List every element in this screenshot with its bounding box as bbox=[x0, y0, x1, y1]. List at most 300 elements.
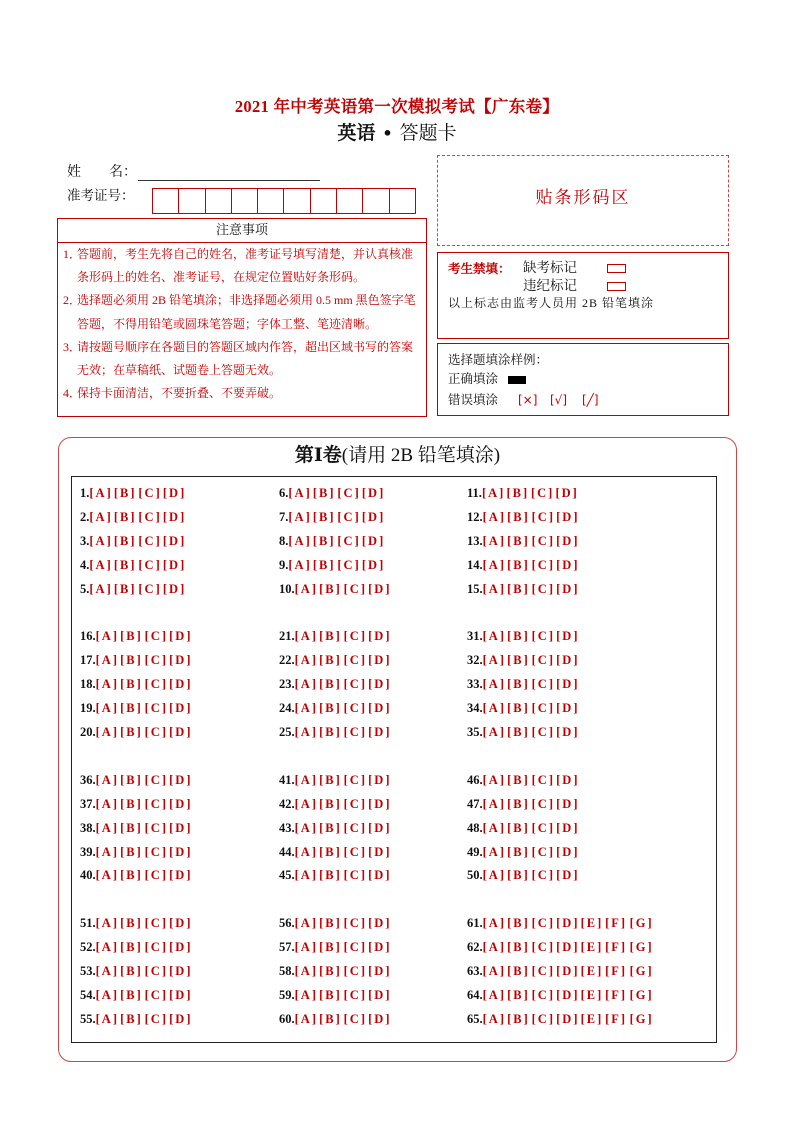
option-c-bubble[interactable]: [C] bbox=[343, 701, 367, 716]
option-c-bubble[interactable]: [C] bbox=[144, 940, 168, 955]
option-c-bubble[interactable]: [C] bbox=[343, 868, 367, 883]
id-digit-box[interactable] bbox=[336, 189, 362, 213]
option-a-bubble[interactable]: [A] bbox=[294, 844, 318, 859]
option-b-bubble[interactable]: [B] bbox=[120, 701, 143, 716]
option-b-bubble[interactable]: [B] bbox=[319, 796, 342, 811]
option-a-bubble[interactable]: [A] bbox=[95, 820, 119, 835]
option-a-bubble[interactable]: [A] bbox=[482, 796, 506, 811]
option-a-bubble[interactable]: [A] bbox=[482, 772, 506, 787]
option-b-bubble[interactable]: [B] bbox=[319, 868, 342, 883]
option-c-bubble[interactable]: [C] bbox=[138, 581, 162, 596]
option-c-bubble[interactable]: [C] bbox=[531, 916, 555, 931]
option-d-bubble[interactable]: [D] bbox=[361, 509, 386, 524]
option-b-bubble[interactable]: [B] bbox=[120, 796, 143, 811]
option-b-bubble[interactable]: [B] bbox=[507, 868, 530, 883]
option-c-bubble[interactable]: [C] bbox=[343, 796, 367, 811]
id-digit-box[interactable] bbox=[362, 189, 388, 213]
question-number: 50. bbox=[467, 868, 483, 883]
option-c-bubble[interactable]: [C] bbox=[144, 844, 168, 859]
option-a-bubble[interactable]: [A] bbox=[294, 653, 318, 668]
id-digit-box[interactable] bbox=[205, 189, 231, 213]
option-c-bubble[interactable]: [C] bbox=[531, 653, 555, 668]
question-51 bbox=[80, 915, 194, 931]
option-a-bubble[interactable]: [A] bbox=[95, 940, 119, 955]
option-b-bubble[interactable]: [B] bbox=[120, 820, 143, 835]
question-number: 37. bbox=[80, 796, 96, 811]
option-c-bubble[interactable]: [C] bbox=[144, 725, 168, 739]
question-62 bbox=[467, 939, 654, 955]
option-e-bubble[interactable]: [E] bbox=[580, 940, 604, 955]
question-number: 35. bbox=[467, 725, 483, 739]
option-c-bubble[interactable]: [C] bbox=[531, 701, 555, 716]
option-a-bubble[interactable]: [A] bbox=[288, 533, 312, 548]
option-a-bubble[interactable]: [A] bbox=[95, 653, 119, 668]
option-d-bubble[interactable]: [D] bbox=[169, 677, 193, 692]
option-b-bubble[interactable]: [B] bbox=[120, 725, 143, 739]
option-c-bubble[interactable]: [C] bbox=[531, 509, 555, 524]
option-a-bubble[interactable]: [A] bbox=[482, 844, 506, 859]
option-b-bubble[interactable]: [B] bbox=[120, 1011, 143, 1026]
option-a-bubble[interactable]: [A] bbox=[89, 509, 113, 524]
option-c-bubble[interactable]: [C] bbox=[138, 533, 162, 548]
id-digit-box[interactable] bbox=[310, 189, 336, 213]
option-c-bubble[interactable]: [C] bbox=[144, 629, 168, 644]
option-b-bubble[interactable]: [B] bbox=[507, 916, 530, 931]
option-c-bubble[interactable]: [C] bbox=[138, 509, 162, 524]
option-b-bubble[interactable]: [B] bbox=[507, 533, 530, 548]
section-one bbox=[58, 437, 737, 1062]
option-a-bubble[interactable]: [A] bbox=[482, 987, 506, 1002]
option-d-bubble[interactable]: [D] bbox=[169, 844, 193, 859]
question-20 bbox=[80, 724, 194, 740]
option-d-bubble[interactable]: [D] bbox=[169, 987, 193, 1002]
option-a-bubble[interactable]: [A] bbox=[482, 725, 506, 739]
option-b-bubble[interactable]: [B] bbox=[120, 629, 143, 644]
option-b-bubble[interactable]: [B] bbox=[120, 772, 143, 787]
option-b-bubble[interactable]: [B] bbox=[507, 796, 530, 811]
option-d-bubble[interactable]: [D] bbox=[169, 868, 193, 883]
option-d-bubble[interactable]: [D] bbox=[556, 677, 580, 692]
question-number: 8. bbox=[279, 533, 289, 548]
option-d-bubble[interactable]: [D] bbox=[169, 820, 193, 835]
option-b-bubble[interactable]: [B] bbox=[312, 509, 336, 524]
option-c-bubble[interactable]: [C] bbox=[144, 868, 168, 883]
option-e-bubble[interactable]: [E] bbox=[580, 1011, 604, 1026]
option-a-bubble[interactable]: [A] bbox=[481, 486, 506, 500]
option-c-bubble[interactable]: [C] bbox=[530, 486, 555, 500]
option-a-bubble[interactable]: [A] bbox=[482, 509, 506, 524]
option-d-bubble[interactable]: [D] bbox=[169, 964, 193, 978]
option-d-bubble[interactable]: [D] bbox=[169, 701, 193, 716]
option-b-bubble[interactable]: [B] bbox=[319, 820, 342, 835]
option-d-bubble[interactable]: [D] bbox=[556, 533, 580, 548]
option-c-bubble[interactable]: [C] bbox=[531, 725, 555, 739]
option-d-bubble[interactable]: [D] bbox=[556, 701, 580, 716]
option-a-bubble[interactable]: [A] bbox=[95, 868, 119, 883]
question-number: 44. bbox=[279, 844, 295, 859]
option-c-bubble[interactable]: [C] bbox=[531, 868, 555, 883]
option-c-bubble[interactable]: [C] bbox=[343, 820, 367, 835]
option-b-bubble[interactable]: [B] bbox=[319, 940, 342, 955]
option-c-bubble[interactable]: [C] bbox=[531, 1011, 555, 1026]
option-d-bubble[interactable]: [D] bbox=[368, 844, 392, 859]
option-d-bubble[interactable]: [D] bbox=[556, 557, 580, 572]
option-d-bubble[interactable]: [D] bbox=[368, 940, 392, 955]
option-a-bubble[interactable]: [A] bbox=[294, 629, 318, 644]
option-d-bubble[interactable]: [D] bbox=[368, 653, 392, 668]
option-d-bubble[interactable]: [D] bbox=[368, 964, 392, 978]
option-a-bubble[interactable]: [A] bbox=[482, 964, 506, 978]
id-digit-box[interactable] bbox=[231, 189, 257, 213]
absent-mark-box[interactable] bbox=[607, 264, 626, 273]
question-number: 15. bbox=[467, 581, 483, 596]
option-d-bubble[interactable]: [D] bbox=[169, 940, 193, 955]
option-a-bubble[interactable]: [A] bbox=[294, 820, 318, 835]
option-a-bubble[interactable]: [A] bbox=[294, 964, 318, 978]
option-a-bubble[interactable]: [A] bbox=[89, 486, 113, 500]
option-f-bubble[interactable]: [F] bbox=[605, 916, 628, 931]
option-b-bubble[interactable]: [B] bbox=[319, 677, 342, 692]
option-a-bubble[interactable]: [A] bbox=[294, 581, 318, 596]
option-d-bubble[interactable]: [D] bbox=[169, 796, 193, 811]
option-b-bubble[interactable]: [B] bbox=[120, 964, 143, 978]
question-13 bbox=[467, 533, 581, 549]
option-a-bubble[interactable]: [A] bbox=[294, 772, 318, 787]
option-b-bubble[interactable]: [B] bbox=[113, 486, 137, 500]
option-d-bubble[interactable]: [D] bbox=[361, 533, 386, 548]
option-b-bubble[interactable]: [B] bbox=[319, 987, 342, 1002]
option-d-bubble[interactable]: [D] bbox=[556, 964, 580, 978]
option-d-bubble[interactable]: [D] bbox=[169, 725, 193, 739]
option-a-bubble[interactable]: [A] bbox=[294, 677, 318, 692]
option-b-bubble[interactable]: [B] bbox=[319, 629, 342, 644]
question-23 bbox=[279, 676, 393, 692]
option-d-bubble[interactable]: [D] bbox=[169, 1011, 193, 1026]
option-c-bubble[interactable]: [C] bbox=[531, 533, 555, 548]
option-d-bubble[interactable]: [D] bbox=[368, 1011, 392, 1026]
option-b-bubble[interactable]: [B] bbox=[507, 725, 530, 739]
option-d-bubble[interactable]: [D] bbox=[556, 940, 580, 955]
card-title bbox=[0, 122, 794, 146]
option-d-bubble[interactable]: [D] bbox=[556, 820, 580, 835]
option-d-bubble[interactable]: [D] bbox=[162, 509, 187, 524]
option-c-bubble[interactable]: [C] bbox=[144, 772, 168, 787]
option-c-bubble[interactable]: [C] bbox=[343, 844, 367, 859]
option-c-bubble[interactable]: [C] bbox=[343, 581, 367, 596]
option-b-bubble[interactable]: [B] bbox=[507, 964, 530, 978]
option-b-bubble[interactable]: [B] bbox=[507, 772, 530, 787]
option-b-bubble[interactable]: [B] bbox=[319, 581, 342, 596]
option-d-bubble[interactable]: [D] bbox=[368, 772, 392, 787]
option-a-bubble[interactable]: [A] bbox=[482, 701, 506, 716]
option-b-bubble[interactable]: [B] bbox=[319, 725, 342, 739]
option-a-bubble[interactable]: [A] bbox=[95, 796, 119, 811]
option-d-bubble[interactable]: [D] bbox=[169, 629, 193, 644]
option-b-bubble[interactable]: [B] bbox=[507, 987, 530, 1002]
option-a-bubble[interactable]: [A] bbox=[294, 940, 318, 955]
option-a-bubble[interactable]: [A] bbox=[482, 1011, 506, 1026]
option-a-bubble[interactable]: [A] bbox=[482, 629, 506, 644]
option-d-bubble[interactable]: [D] bbox=[361, 557, 386, 572]
option-g-bubble[interactable]: [G] bbox=[629, 987, 654, 1002]
option-c-bubble[interactable]: [C] bbox=[343, 987, 367, 1002]
option-c-bubble[interactable]: [C] bbox=[531, 844, 555, 859]
option-b-bubble[interactable]: [B] bbox=[319, 1011, 342, 1026]
option-a-bubble[interactable]: [A] bbox=[95, 916, 119, 931]
option-b-bubble[interactable]: [B] bbox=[319, 964, 342, 978]
option-c-bubble[interactable]: [C] bbox=[138, 486, 162, 500]
option-a-bubble[interactable]: [A] bbox=[482, 820, 506, 835]
correct-fill-mark bbox=[508, 376, 526, 384]
violation-mark-box[interactable] bbox=[607, 282, 626, 291]
option-d-bubble[interactable]: [D] bbox=[368, 868, 392, 883]
option-d-bubble[interactable]: [D] bbox=[162, 581, 187, 596]
option-c-bubble[interactable]: [C] bbox=[144, 677, 168, 692]
correct-fill-label: 正确填涂 bbox=[448, 371, 499, 386]
option-d-bubble[interactable]: [D] bbox=[556, 653, 580, 668]
option-b-bubble[interactable]: [B] bbox=[506, 486, 530, 500]
option-a-bubble[interactable]: [A] bbox=[482, 868, 506, 883]
option-b-bubble[interactable]: [B] bbox=[312, 486, 336, 500]
option-c-bubble[interactable]: [C] bbox=[343, 725, 367, 739]
option-d-bubble[interactable]: [D] bbox=[368, 796, 392, 811]
question-number: 56. bbox=[279, 916, 295, 931]
option-a-bubble[interactable]: [A] bbox=[482, 533, 506, 548]
option-f-bubble[interactable]: [F] bbox=[605, 987, 628, 1002]
option-c-bubble[interactable]: [C] bbox=[531, 820, 555, 835]
option-a-bubble[interactable]: [A] bbox=[95, 725, 119, 739]
option-a-bubble[interactable]: [A] bbox=[95, 844, 119, 859]
option-g-bubble[interactable]: [G] bbox=[629, 940, 654, 955]
option-c-bubble[interactable]: [C] bbox=[144, 820, 168, 835]
question-2 bbox=[80, 509, 187, 525]
option-d-bubble[interactable]: [D] bbox=[169, 916, 193, 931]
option-b-bubble[interactable]: [B] bbox=[113, 509, 137, 524]
id-digit-box[interactable] bbox=[283, 189, 309, 213]
option-b-bubble[interactable]: [B] bbox=[120, 844, 143, 859]
option-c-bubble[interactable]: [C] bbox=[144, 1011, 168, 1026]
option-d-bubble[interactable]: [D] bbox=[556, 868, 580, 883]
option-b-bubble[interactable]: [B] bbox=[113, 581, 137, 596]
option-d-bubble[interactable]: [D] bbox=[556, 1011, 580, 1026]
option-d-bubble[interactable]: [D] bbox=[556, 581, 580, 596]
option-d-bubble[interactable]: [D] bbox=[556, 916, 580, 931]
option-b-bubble[interactable]: [B] bbox=[120, 940, 143, 955]
option-c-bubble[interactable]: [C] bbox=[531, 629, 555, 644]
question-3 bbox=[80, 533, 187, 549]
option-d-bubble[interactable]: [D] bbox=[556, 772, 580, 787]
option-c-bubble[interactable]: [C] bbox=[531, 987, 555, 1002]
option-b-bubble[interactable]: [B] bbox=[120, 916, 143, 931]
option-d-bubble[interactable]: [D] bbox=[556, 844, 580, 859]
question-17 bbox=[80, 652, 194, 668]
option-a-bubble[interactable]: [A] bbox=[294, 1011, 318, 1026]
option-b-bubble[interactable]: [B] bbox=[319, 916, 342, 931]
option-b-bubble[interactable]: [B] bbox=[120, 987, 143, 1002]
option-c-bubble[interactable]: [C] bbox=[144, 701, 168, 716]
option-a-bubble[interactable]: [A] bbox=[482, 916, 506, 931]
option-d-bubble[interactable]: [D] bbox=[368, 701, 392, 716]
option-c-bubble[interactable]: [C] bbox=[343, 653, 367, 668]
option-d-bubble[interactable]: [D] bbox=[556, 725, 580, 739]
option-f-bubble[interactable]: [F] bbox=[605, 1011, 628, 1026]
option-b-bubble[interactable]: [B] bbox=[319, 653, 342, 668]
question-number: 34. bbox=[467, 701, 483, 716]
option-c-bubble[interactable]: [C] bbox=[343, 940, 367, 955]
question-47 bbox=[467, 796, 581, 812]
option-g-bubble[interactable]: [G] bbox=[629, 1011, 654, 1026]
option-a-bubble[interactable]: [A] bbox=[95, 772, 119, 787]
option-c-bubble[interactable]: [C] bbox=[343, 1011, 367, 1026]
id-digit-box[interactable] bbox=[389, 189, 415, 213]
option-d-bubble[interactable]: [D] bbox=[368, 820, 392, 835]
option-c-bubble[interactable]: [C] bbox=[531, 677, 555, 692]
option-e-bubble[interactable]: [E] bbox=[580, 964, 604, 978]
question-number: 17. bbox=[80, 653, 96, 668]
question-58 bbox=[279, 963, 393, 979]
option-g-bubble[interactable]: [G] bbox=[629, 916, 654, 931]
option-c-bubble[interactable]: [C] bbox=[531, 796, 555, 811]
option-c-bubble[interactable]: [C] bbox=[343, 629, 367, 644]
question-41 bbox=[279, 772, 393, 788]
option-a-bubble[interactable]: [A] bbox=[95, 701, 119, 716]
question-number: 49. bbox=[467, 844, 483, 859]
option-c-bubble[interactable]: [C] bbox=[531, 940, 555, 955]
option-c-bubble[interactable]: [C] bbox=[144, 964, 168, 978]
question-number: 42. bbox=[279, 796, 295, 811]
option-d-bubble[interactable]: [D] bbox=[368, 629, 392, 644]
option-a-bubble[interactable]: [A] bbox=[288, 486, 312, 500]
option-a-bubble[interactable]: [A] bbox=[95, 677, 119, 692]
option-c-bubble[interactable]: [C] bbox=[337, 533, 361, 548]
option-a-bubble[interactable]: [A] bbox=[294, 987, 318, 1002]
option-c-bubble[interactable]: [C] bbox=[343, 677, 367, 692]
option-d-bubble[interactable]: [D] bbox=[162, 533, 187, 548]
option-a-bubble[interactable]: [A] bbox=[288, 509, 312, 524]
option-b-bubble[interactable]: [B] bbox=[120, 868, 143, 883]
question-55 bbox=[80, 1011, 194, 1027]
option-b-bubble[interactable]: [B] bbox=[120, 653, 143, 668]
option-a-bubble[interactable]: [A] bbox=[288, 557, 312, 572]
option-d-bubble[interactable]: [D] bbox=[368, 916, 392, 931]
option-c-bubble[interactable]: [C] bbox=[144, 916, 168, 931]
option-d-bubble[interactable]: [D] bbox=[556, 796, 580, 811]
option-b-bubble[interactable]: [B] bbox=[507, 1011, 530, 1026]
option-c-bubble[interactable]: [C] bbox=[343, 916, 367, 931]
option-b-bubble[interactable]: [B] bbox=[113, 533, 137, 548]
option-a-bubble[interactable]: [A] bbox=[482, 677, 506, 692]
option-e-bubble[interactable]: [E] bbox=[580, 987, 604, 1002]
option-a-bubble[interactable]: [A] bbox=[95, 987, 119, 1002]
option-c-bubble[interactable]: [C] bbox=[337, 486, 361, 500]
option-b-bubble[interactable]: [B] bbox=[507, 940, 530, 955]
question-number: 13. bbox=[467, 533, 483, 548]
option-a-bubble[interactable]: [A] bbox=[89, 533, 113, 548]
option-a-bubble[interactable]: [A] bbox=[482, 940, 506, 955]
option-d-bubble[interactable]: [D] bbox=[162, 486, 187, 500]
question-39 bbox=[80, 844, 194, 860]
option-b-bubble[interactable]: [B] bbox=[507, 844, 530, 859]
option-c-bubble[interactable]: [C] bbox=[337, 509, 361, 524]
option-c-bubble[interactable]: [C] bbox=[343, 772, 367, 787]
option-b-bubble[interactable]: [B] bbox=[507, 820, 530, 835]
option-a-bubble[interactable]: [A] bbox=[294, 916, 318, 931]
option-c-bubble[interactable]: [C] bbox=[531, 557, 555, 572]
option-d-bubble[interactable]: [D] bbox=[368, 581, 392, 596]
option-c-bubble[interactable]: [C] bbox=[531, 964, 555, 978]
option-c-bubble[interactable]: [C] bbox=[138, 557, 162, 572]
option-a-bubble[interactable]: [A] bbox=[294, 868, 318, 883]
option-a-bubble[interactable]: [A] bbox=[294, 701, 318, 716]
option-d-bubble[interactable]: [D] bbox=[368, 987, 392, 1002]
option-d-bubble[interactable]: [D] bbox=[368, 677, 392, 692]
option-c-bubble[interactable]: [C] bbox=[144, 796, 168, 811]
option-d-bubble[interactable]: [D] bbox=[368, 725, 392, 739]
option-b-bubble[interactable]: [B] bbox=[312, 533, 336, 548]
option-c-bubble[interactable]: [C] bbox=[144, 653, 168, 668]
option-b-bubble[interactable]: [B] bbox=[507, 677, 530, 692]
name-field[interactable] bbox=[138, 180, 320, 181]
option-e-bubble[interactable]: [E] bbox=[580, 916, 604, 931]
option-a-bubble[interactable]: [A] bbox=[89, 557, 113, 572]
option-d-bubble[interactable]: [D] bbox=[361, 486, 386, 500]
option-a-bubble[interactable]: [A] bbox=[294, 725, 318, 739]
option-b-bubble[interactable]: [B] bbox=[319, 772, 342, 787]
id-digit-box[interactable] bbox=[153, 189, 178, 213]
option-c-bubble[interactable]: [C] bbox=[144, 987, 168, 1002]
option-c-bubble[interactable]: [C] bbox=[531, 581, 555, 596]
question-61 bbox=[467, 915, 654, 931]
option-b-bubble[interactable]: [B] bbox=[319, 844, 342, 859]
option-d-bubble[interactable]: [D] bbox=[555, 486, 579, 500]
option-a-bubble[interactable]: [A] bbox=[482, 557, 506, 572]
option-c-bubble[interactable]: [C] bbox=[337, 557, 361, 572]
option-a-bubble[interactable]: [A] bbox=[95, 629, 119, 644]
option-a-bubble[interactable]: [A] bbox=[89, 581, 113, 596]
option-d-bubble[interactable]: [D] bbox=[169, 653, 193, 668]
option-d-bubble[interactable]: [D] bbox=[169, 772, 193, 787]
option-b-bubble[interactable]: [B] bbox=[319, 701, 342, 716]
id-digit-box[interactable] bbox=[257, 189, 283, 213]
option-f-bubble[interactable]: [F] bbox=[605, 964, 628, 978]
option-d-bubble[interactable]: [D] bbox=[162, 557, 187, 572]
option-d-bubble[interactable]: [D] bbox=[556, 629, 580, 644]
option-a-bubble[interactable]: [A] bbox=[95, 964, 119, 978]
option-b-bubble[interactable]: [B] bbox=[507, 557, 530, 572]
option-d-bubble[interactable]: [D] bbox=[556, 987, 580, 1002]
option-c-bubble[interactable]: [C] bbox=[531, 772, 555, 787]
question-21 bbox=[279, 628, 393, 644]
option-a-bubble[interactable]: [A] bbox=[482, 653, 506, 668]
option-f-bubble[interactable]: [F] bbox=[605, 940, 628, 955]
option-b-bubble[interactable]: [B] bbox=[113, 557, 137, 572]
option-a-bubble[interactable]: [A] bbox=[95, 1011, 119, 1026]
option-b-bubble[interactable]: [B] bbox=[120, 677, 143, 692]
option-b-bubble[interactable]: [B] bbox=[312, 557, 336, 572]
option-c-bubble[interactable]: [C] bbox=[343, 964, 367, 978]
question-number: 48. bbox=[467, 820, 483, 835]
option-b-bubble[interactable]: [B] bbox=[507, 509, 530, 524]
option-b-bubble[interactable]: [B] bbox=[507, 701, 530, 716]
option-a-bubble[interactable]: [A] bbox=[482, 581, 506, 596]
option-g-bubble[interactable]: [G] bbox=[629, 964, 654, 978]
id-digit-box[interactable] bbox=[178, 189, 204, 213]
option-d-bubble[interactable]: [D] bbox=[556, 509, 580, 524]
option-b-bubble[interactable]: [B] bbox=[507, 653, 530, 668]
option-b-bubble[interactable]: [B] bbox=[507, 629, 530, 644]
option-b-bubble[interactable]: [B] bbox=[507, 581, 530, 596]
option-a-bubble[interactable]: [A] bbox=[294, 796, 318, 811]
